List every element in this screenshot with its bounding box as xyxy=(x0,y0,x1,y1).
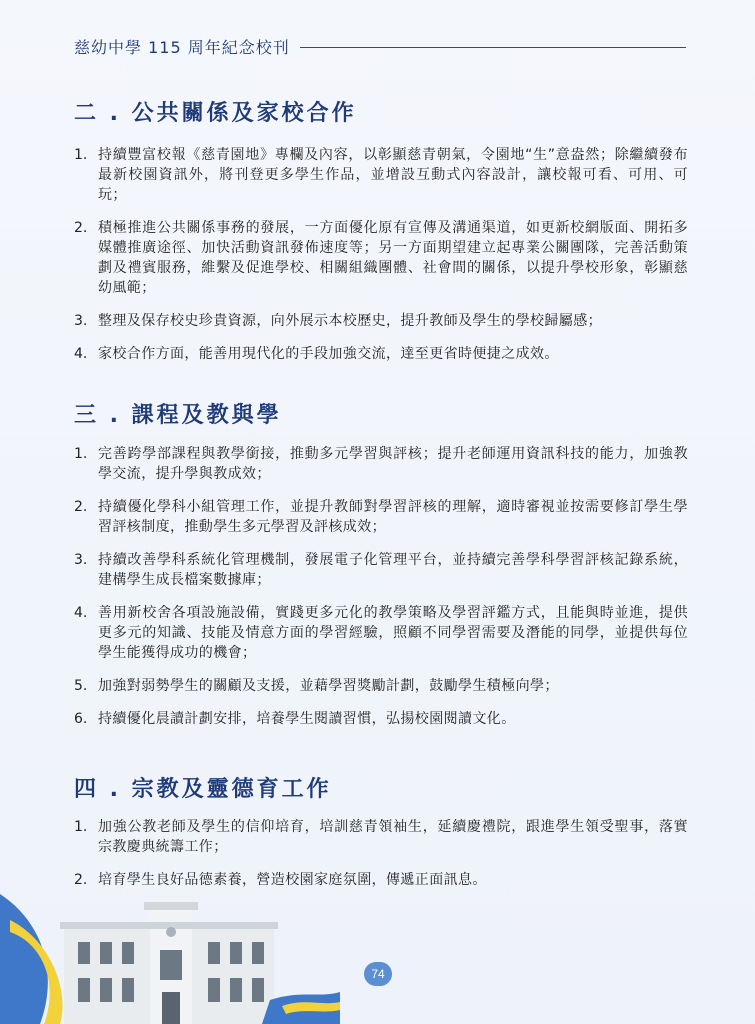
header-rule xyxy=(300,47,686,48)
list-item: 1. 加強公教老師及學生的信仰培育，培訓慈青領袖生，延續慶禮院，跟進學生領受聖事，落實宗教慶典統籌工作； xyxy=(74,819,688,855)
section-list-curriculum xyxy=(74,444,688,742)
list-item: 1. 完善跨學部課程與教學銜接，推動多元學習與評核；提升老師運用資訊科技的能力，加強教學交流，提升學與教成效； xyxy=(74,446,688,482)
school-building-icon xyxy=(60,902,278,1024)
list-item: 6. 持續優化晨讀計劃安排，培養學生閱讀習慣，弘揚校園閱讀文化。 xyxy=(74,711,516,727)
running-header xyxy=(74,34,686,58)
list-item: 2. 積極推進公共關係事務的發展，一方面優化原有宣傳及溝通渠道，如更新校網版面、開拓多媒體推廣途徑、加快活動資訊發佈速度等；另一方面期望建立起專業公關團隊，完善活動策劃及禮賓服務，維繫及促進學校、相關組織團體、社會間的關係，以提升學校形象，彰顯慈幼風範； xyxy=(74,220,688,296)
publication-title: 慈幼中學 115 周年紀念校刊 xyxy=(74,37,290,57)
list-item: 1. 持續豐富校報《慈青園地》專欄及內容，以彰顯慈青朝氣，令園地“生”意盎然；除繼續發布最新校園資訊外，將刊登更多學生作品，並增設互動式內容設計，讓校報可看、可用、可玩； xyxy=(74,147,688,203)
list-item: 2. 持續優化學科小組管理工作，並提升教師對學習評核的理解，適時審視並按需要修訂學生學習評核制度，推動學生多元學習及評核成效； xyxy=(74,499,688,535)
list-item: 4. 善用新校舍各項設施設備，實踐更多元化的教學策略及學習評鑑方式，且能與時並進，提供更多元的知識、技能及情意方面的學習經驗，照顧不同學習需要及潛能的同學，並提供每位學生能獲得成功的機會； xyxy=(74,605,688,661)
section-list-public-relations xyxy=(74,145,688,377)
page-number-badge: 74 xyxy=(364,962,392,986)
blue-ribbon xyxy=(0,894,48,1024)
section-title-curriculum: 三 . 課程及教與學 xyxy=(74,403,282,428)
list-item: 4. 家校合作方面，能善用現代化的手段加強交流，達至更省時便捷之成效。 xyxy=(74,346,559,362)
school-building-illustration xyxy=(0,880,340,1024)
list-item: 5. 加強對弱勢學生的關顧及支援，並藉學習獎勵計劃，鼓勵學生積極向學； xyxy=(74,678,559,694)
section-title-public-relations: 二 . 公共關係及家校合作 xyxy=(74,101,357,126)
section-title-religious: 四 . 宗教及靈德育工作 xyxy=(74,777,332,802)
list-item: 3. 整理及保存校史珍貴資源，向外展示本校歷史，提升教師及學生的學校歸屬感； xyxy=(74,313,602,329)
list-item: 2. 培育學生良好品德素養，營造校園家庭氛圍，傳遞正面訊息。 xyxy=(74,872,487,888)
list-item: 3. 持續改善學科系統化管理機制，發展電子化管理平台，並持續完善學科學習評核記錄系統，建構學生成長檔案數據庫； xyxy=(74,552,688,588)
